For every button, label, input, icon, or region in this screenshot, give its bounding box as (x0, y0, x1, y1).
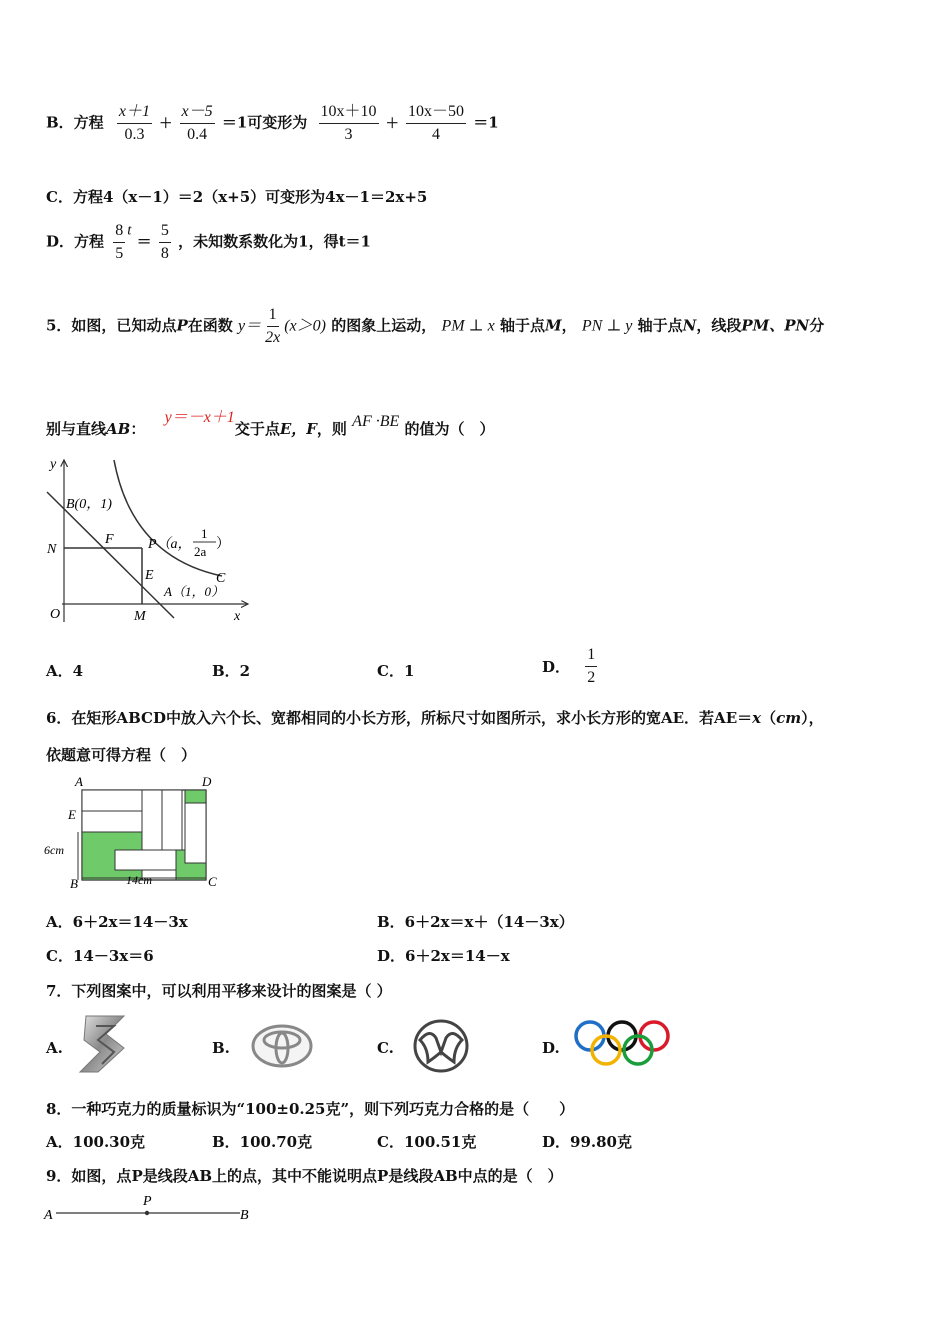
q5-p6: ，线段 (696, 316, 742, 335)
q4d-fraction-right (159, 222, 171, 263)
q5-label-a: A（1，0） (164, 584, 224, 599)
q5-p2: 在函数 (187, 316, 233, 335)
q4d-fr-den: 8 (160, 245, 169, 262)
q9-point-p (145, 1211, 149, 1215)
q4d-t: t (127, 222, 132, 239)
q5-fn-num: 1 (267, 306, 279, 327)
q4d-tail: ，未知数系数化为1，得t＝1 (178, 232, 371, 251)
q4-option-c: C．方程4（x－1）＝2（x+5）可变形为4x－1＝2x+5 (46, 188, 428, 206)
q5-p3: 的图象上运动， (331, 316, 437, 335)
q4b-equals-2: ＝1 (473, 113, 499, 132)
q5-label-p-num: 1 (201, 526, 208, 541)
q6-cm: cm (776, 709, 802, 727)
q6-label-w: 14cm (126, 873, 152, 887)
q5-label-e: E (145, 568, 154, 583)
q4b-fraction-3 (319, 103, 379, 144)
q5-EF: E，F (279, 420, 317, 438)
q5-afbe: AF ·BE (352, 413, 400, 430)
q5-label-o: O (50, 607, 61, 622)
q5-pn: PN ⊥ y (581, 317, 633, 335)
q5-label-x: x (234, 609, 241, 624)
q6-stem-line2: 依题意可得方程（ ） (46, 746, 197, 764)
q5-PMPN: PM、PN (741, 316, 810, 335)
q5-l2a: 别与直线 (46, 420, 107, 438)
q4b-plus-2: ＋ (385, 116, 399, 132)
q5-label-y: y (50, 457, 57, 472)
q5-fn-den: 2x (265, 329, 281, 346)
q6-stem1: 6．在矩形ABCD中放入六个长、宽都相同的小长方形，所标尺寸如图所示，求小长方形的宽AE．若AE＝ (46, 709, 753, 727)
mazda-logo-icon (412, 1018, 470, 1074)
q4b-f2-num: x－5 (180, 103, 215, 124)
q5-option-a[interactable]: A．4 (46, 662, 84, 680)
q4b-f3-den: 3 (344, 126, 353, 143)
q9-figure (42, 1192, 262, 1228)
q4d-fraction-left (113, 222, 125, 263)
q6-option-b[interactable]: B．6＋2x＝x＋（14－3x） (377, 913, 574, 931)
q6-rect-top-1 (82, 790, 142, 811)
q7-option-c[interactable]: C. (377, 1039, 394, 1057)
q6-label-h: 6cm (44, 843, 64, 857)
suzuki-logo-icon (76, 1012, 136, 1076)
q5-fn-fraction (263, 306, 282, 347)
q5-AB: AB (106, 420, 131, 438)
q4b-f4-den: 4 (432, 126, 441, 143)
q6-stem1c: ）， (801, 709, 824, 727)
q6-option-a[interactable]: A．6＋2x＝14－3x (46, 913, 188, 931)
q6-stem-line1 (46, 707, 824, 728)
q5-l2d: ，则 (316, 420, 347, 438)
q5-option-d-den: 2 (587, 669, 596, 686)
toyota-logo-icon (250, 1022, 314, 1070)
q8-option-c[interactable]: C．100.51克 (377, 1133, 477, 1151)
q9-stem: 9．如图，点P是线段AB上的点，其中不能说明点P是线段AB中点的是（ ） (46, 1167, 563, 1185)
q5-option-d-label: D． (542, 658, 571, 676)
olympic-rings-icon (572, 1018, 672, 1068)
q4d-label: D．方程 (46, 232, 105, 251)
q6-option-d[interactable]: D．6＋2x＝14－x (377, 947, 510, 965)
q5-p5: 轴于点 (637, 316, 683, 335)
q5-label-m: M (134, 609, 146, 624)
q4b-f4-num: 10x－50 (406, 103, 466, 124)
q5-M: M (544, 316, 562, 335)
q4-option-b (46, 103, 499, 144)
q5-label-f: F (105, 532, 114, 547)
q5-fn-y: y＝ (237, 317, 262, 335)
q6-green-topright (185, 790, 206, 803)
q6-rect-vert-1 (142, 790, 162, 850)
q5-figure (42, 452, 257, 632)
q7-stem: 7．下列图案中，可以利用平移来设计的图案是（ ） (46, 982, 392, 1000)
q5-option-d[interactable] (542, 646, 599, 687)
q6-label-c: C (208, 874, 217, 889)
q5-option-d-fraction (585, 646, 597, 687)
q9-label-a: A (44, 1208, 53, 1223)
q8-option-b[interactable]: B．100.70克 (212, 1133, 313, 1151)
q7-option-b[interactable]: B. (212, 1039, 230, 1057)
q4b-fraction-2 (180, 103, 215, 144)
q5-option-b[interactable]: B．2 (212, 662, 251, 680)
q6-rect-vert-3 (185, 803, 206, 863)
q4b-f1-den: 0.3 (124, 126, 145, 143)
q6-rect-top-2 (82, 811, 142, 832)
q6-label-d: D (202, 774, 212, 789)
q5-label-b: B(0，1) (66, 497, 112, 512)
q5-l2e: 的值为（ ） (404, 420, 495, 438)
q4b-equals-1: ＝1可变形为 (221, 113, 308, 132)
q4b-f2-den: 0.4 (187, 126, 208, 143)
q4b-plus: ＋ (159, 116, 173, 132)
q7-option-d[interactable]: D. (542, 1039, 560, 1057)
q4b-fraction-1 (117, 103, 152, 144)
q6-rect-bottom (115, 850, 176, 870)
q5-P: P (176, 316, 188, 335)
q5-comma: ， (561, 316, 577, 335)
q5-label-p: P（a， (148, 537, 192, 552)
q6-figure (42, 772, 222, 892)
q4b-f3-num: 10x＋10 (319, 103, 379, 124)
q4b-label: B．方程 (46, 113, 104, 132)
q5-stem-line2 (46, 404, 495, 439)
q6-rect-vert-2 (162, 790, 182, 850)
q5-fn-cond: (x＞0) (284, 317, 326, 335)
q5-label-n: N (47, 542, 57, 557)
q5-p7: 分 (809, 316, 825, 335)
q5-l2c: 交于点 (234, 420, 280, 438)
q5-pm: PM ⊥ x (441, 317, 495, 335)
q4d-fl-den: 5 (115, 245, 124, 262)
q4b-fraction-4 (406, 103, 466, 144)
q5-N: N (682, 316, 697, 335)
q5-l2b: ： (130, 420, 146, 438)
q5-label-p-close: ） (216, 537, 230, 552)
q5-p1: 5．如图，已知动点 (46, 316, 177, 335)
q6-label-a: A (75, 774, 83, 789)
q4-option-d (46, 222, 371, 263)
q4d-fr-num: 5 (159, 222, 171, 243)
q8-stem: 8．一种巧克力的质量标识为“100±0.25克”，则下列巧克力合格的是（ ） (46, 1100, 575, 1118)
q4d-eq: ＝ (136, 232, 152, 251)
q7-option-a[interactable]: A. (46, 1039, 63, 1057)
q5-option-d-num: 1 (585, 646, 597, 667)
q6-label-b: B (70, 876, 78, 891)
q5-label-p-den: 2a (194, 544, 207, 559)
q6-option-c[interactable]: C．14－3x＝6 (46, 947, 154, 965)
q6-x: x (752, 709, 762, 727)
q5-line-eq: y＝－x＋1 (164, 409, 235, 426)
q5-stem-line1 (46, 306, 824, 347)
q9-label-p: P (143, 1194, 152, 1209)
q4b-f1-num: x＋1 (117, 103, 152, 124)
q5-option-c[interactable]: C．1 (377, 662, 415, 680)
q8-option-d[interactable]: D．99.80克 (542, 1133, 632, 1151)
q5-label-c: C (216, 571, 226, 586)
q5-p4: 轴于点 (499, 316, 545, 335)
q9-label-b: B (240, 1208, 249, 1223)
q6-stem1b: （ (761, 709, 777, 727)
q4d-fl-num: 8 (113, 222, 125, 243)
q6-label-e: E (68, 807, 76, 822)
q8-option-a[interactable]: A．100.30克 (46, 1133, 146, 1151)
